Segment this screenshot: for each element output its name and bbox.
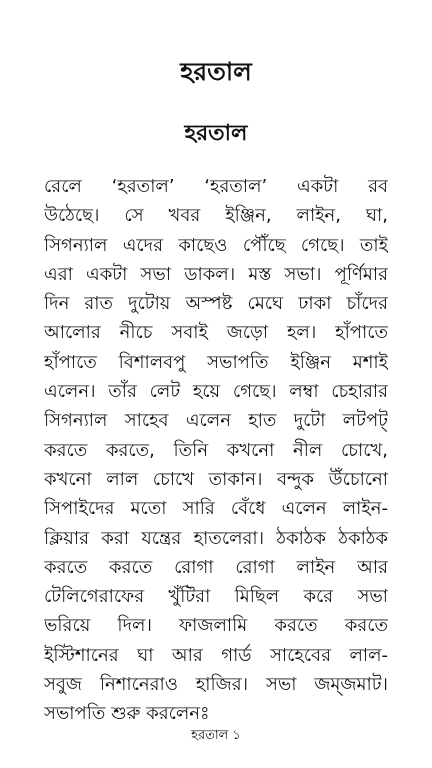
text-line: সিগন্যাল এদের কাছেও পৌঁছে গেছে। তাই <box>44 234 388 256</box>
text-line: কখনো লাল চোখে তাকান। বন্দুক উঁচোনো <box>44 468 388 490</box>
text-line: ইস্টিশানের ঘা আর গার্ড সাহেবের লাল- <box>44 644 388 666</box>
text-line: এরা একটা সভা ডাকল। মস্ত সভা। পূর্ণিমার <box>44 263 388 285</box>
text-line: হাঁপাতে বিশালবপু সভাপতি ইঞ্জিন মশাই <box>44 351 388 373</box>
text-line: দিন রাত দুটোয় অস্পষ্ট মেঘে ঢাকা চাঁদের <box>44 293 388 315</box>
text-line: সবুজ নিশানেরাও হাজির। সভা জম্জমাট। <box>44 674 388 696</box>
text-line: উঠেছে। সে খবর ইঞ্জিন, লাইন, ঘা, <box>44 205 388 227</box>
page-footer: হরতাল ১ <box>191 728 241 743</box>
text-line: আলোর নীচে সবাই জড়ো হল। হাঁপাতে <box>44 322 388 344</box>
text-line: সিপাইদের মতো সারি বেঁধে এলেন লাইন- <box>44 498 388 520</box>
text-line: সিগন্যাল সাহেব এলেন হাত দুটো লটপট্ <box>44 410 388 432</box>
text-line: এলেন। তাঁর লেট হয়ে গেছে। লম্বা চেহারার <box>44 381 388 403</box>
text-line: রেলে ‘হরতাল’ ‘হরতাল’ একটা রব <box>44 176 388 197</box>
text-line: করতে করতে, তিনি কখনো নীল চোখে, <box>44 439 388 461</box>
book-title: হরতাল <box>180 57 252 86</box>
text-line: ক্লিয়ার করা যন্ত্রের হাতলেরা। ঠকাঠক ঠকাঠক <box>44 527 388 549</box>
story-paragraph <box>44 172 388 729</box>
chapter-title: হরতাল <box>184 121 248 146</box>
text-line: ভরিয়ে দিল। ফাজলামি করতে করতে <box>44 615 388 637</box>
text-line: টেলিগেরাফের খুঁটিরা মিছিল করে সভা <box>44 586 388 608</box>
text-line: করতে করতে রোগা রোগা লাইন আর <box>44 556 388 578</box>
text-line: সভাপতি শুরু করলেনঃ <box>44 703 210 725</box>
